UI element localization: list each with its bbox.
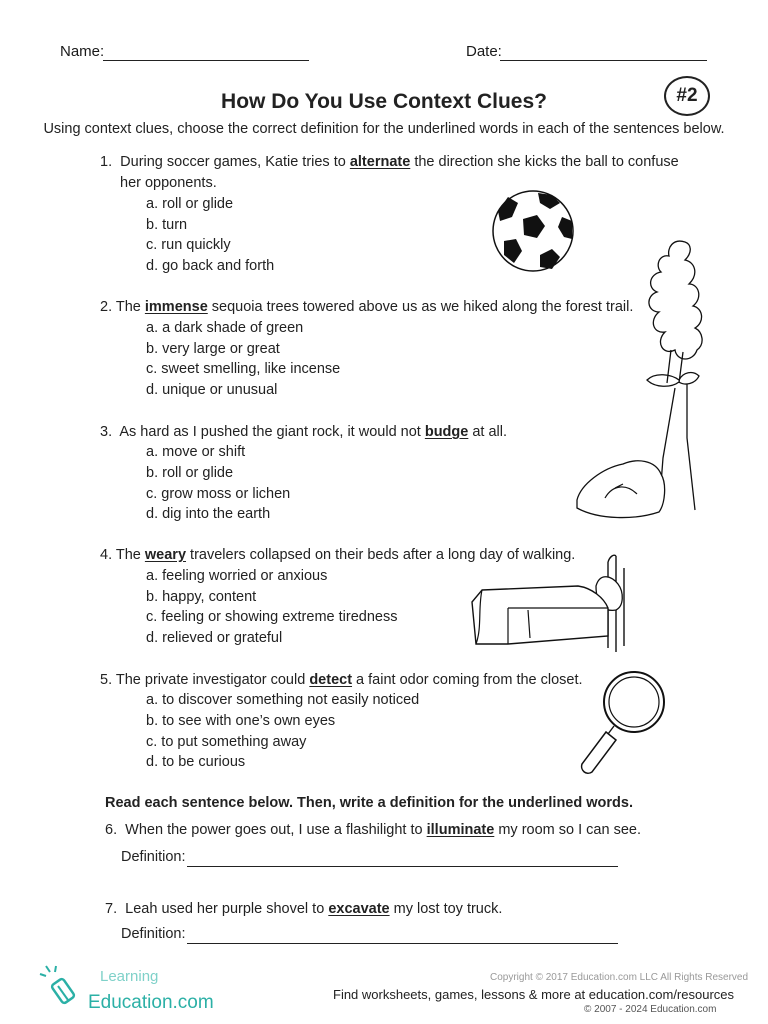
- target-word: immense: [144, 299, 208, 315]
- faded-brand-text: Learning: [100, 968, 159, 985]
- faded-copyright-text: Copyright © 2017 Education.com LLC All Rights Reserved: [490, 972, 749, 983]
- option-a[interactable]: a. roll or glide: [146, 196, 234, 212]
- part-2-instructions: Read each sentence below. Then, write a definition for the underlined words.: [105, 795, 633, 811]
- magnifying-glass-icon: [576, 666, 668, 780]
- target-word: excavate: [328, 901, 390, 917]
- option-b[interactable]: b. turn: [146, 217, 188, 233]
- question-7: 7. Leah used her purple shovel to excavate my lost toy truck.: [105, 901, 503, 917]
- date-label: Date:: [466, 43, 502, 60]
- option-d[interactable]: d. to be curious: [146, 754, 246, 770]
- option-b[interactable]: b. roll or glide: [146, 465, 234, 481]
- option-c[interactable]: c. grow moss or lichen: [146, 486, 291, 502]
- option-d[interactable]: d. unique or unusual: [146, 382, 278, 398]
- copyright: © 2007 - 2024 Education.com: [584, 1004, 717, 1015]
- education-logo-icon[interactable]: [38, 964, 86, 1010]
- definition-label: Definition:: [121, 849, 186, 865]
- worksheet-number-badge: #2: [664, 76, 710, 116]
- option-b[interactable]: b. very large or great: [146, 341, 280, 357]
- instructions: Using context clues, choose the correct definition for the underlined words in each of the sentences below.: [43, 121, 725, 137]
- option-d[interactable]: d. relieved or grateful: [146, 630, 283, 646]
- footer-tagline[interactable]: Find worksheets, games, lessons & more at education.com/resources: [333, 987, 735, 1002]
- question-3: 3. As hard as I pushed the giant rock, it would not budge at all.: [100, 424, 508, 440]
- option-a[interactable]: a. a dark shade of green: [146, 320, 304, 336]
- sequoia-tree-icon: [575, 238, 705, 523]
- brand-name[interactable]: Education.com: [88, 992, 214, 1013]
- page-title: How Do You Use Context Clues?: [221, 90, 547, 113]
- definition-answer-line[interactable]: [187, 850, 618, 867]
- option-c[interactable]: c. to put something away: [146, 734, 307, 750]
- soccer-ball-icon: [490, 189, 576, 273]
- option-a[interactable]: a. move or shift: [146, 444, 246, 460]
- target-word: illuminate: [426, 822, 495, 838]
- target-word: alternate: [349, 154, 411, 170]
- question-4: 4. The weary travelers collapsed on their beds after a long day of walking.: [100, 547, 576, 563]
- name-line[interactable]: [103, 44, 309, 61]
- target-word: detect: [309, 672, 353, 688]
- question-1-continued: her opponents.: [120, 175, 217, 191]
- bed-icon: [468, 548, 634, 658]
- option-a[interactable]: a. to discover something not easily noticed: [146, 692, 420, 708]
- name-label: Name:: [60, 43, 105, 60]
- target-word: budge: [424, 424, 469, 440]
- question-2: 2. The immense sequoia trees towered above us as we hiked along the forest trail.: [100, 299, 634, 315]
- option-c[interactable]: c. run quickly: [146, 237, 231, 253]
- option-d[interactable]: d. dig into the earth: [146, 506, 271, 522]
- option-b[interactable]: b. happy, content: [146, 589, 257, 605]
- option-a[interactable]: a. feeling worried or anxious: [146, 568, 328, 584]
- option-d[interactable]: d. go back and forth: [146, 258, 275, 274]
- option-c[interactable]: c. feeling or showing extreme tiredness: [146, 609, 398, 625]
- date-line[interactable]: [500, 44, 707, 61]
- option-c[interactable]: c. sweet smelling, like incense: [146, 361, 341, 377]
- definition-label: Definition:: [121, 926, 186, 942]
- target-word: weary: [144, 547, 187, 563]
- option-b[interactable]: b. to see with one’s own eyes: [146, 713, 336, 729]
- question-6: 6. When the power goes out, I use a flashilight to illuminate my room so I can see.: [105, 822, 641, 838]
- definition-answer-line[interactable]: [187, 927, 618, 944]
- question-1: 1. During soccer games, Katie tries to alternate the direction she kicks the ball to confuse: [100, 154, 679, 170]
- question-5: 5. The private investigator could detect a faint odor coming from the closet.: [100, 672, 583, 688]
